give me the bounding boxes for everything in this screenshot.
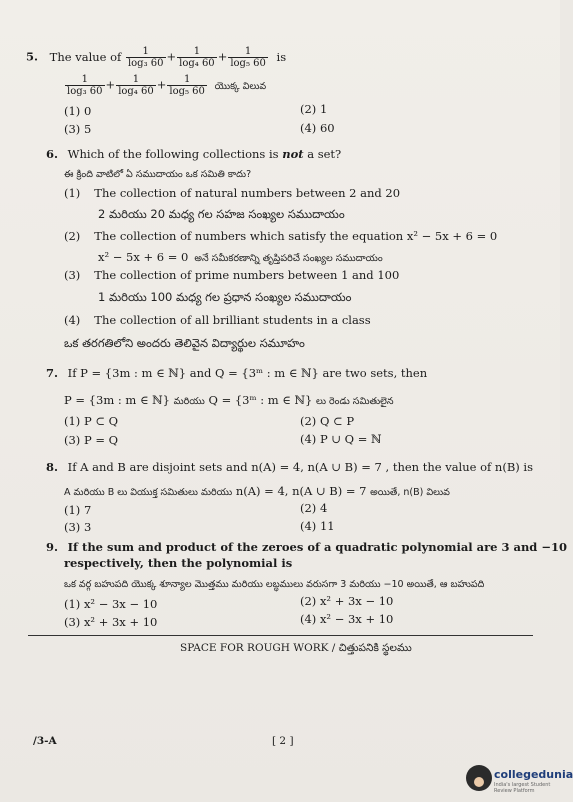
q9-option-3[interactable]: (3) x² + 3x + 10: [64, 615, 158, 629]
q5-option-2[interactable]: (2) 1: [300, 102, 328, 116]
question-9: 9. If the sum and product of the zeroes of a quadratic polynomial are 3 and −10: [46, 540, 567, 554]
question-number: 7.: [46, 366, 59, 380]
fraction-1: $\frac{1}{\text{log₃ 60}}$: [127, 46, 164, 69]
q6-option-2[interactable]: (2) The collection of numbers which satisfy the equation x² − 5x + 6 = 0: [64, 229, 498, 243]
fraction-2: $\frac{1}{\text{log₄ 60}}$: [179, 46, 215, 69]
q8-option-4[interactable]: (4) 11: [300, 519, 335, 533]
question-number: 5.: [26, 49, 39, 64]
q5-option-3[interactable]: (3) 5: [64, 122, 92, 136]
q6-option-1-telugu: 2 మరియు 20 మధ్య గల సహజ సంఖ్యల సముదాయం: [98, 207, 345, 221]
q9-option-1[interactable]: (1) x² − 3x − 10: [64, 597, 158, 611]
question-9-line-2: respectively, then the polynomial is: [64, 556, 293, 570]
question-6-telugu: ఈ క్రింది వాటిలో ఏ సముదాయం ఒక సమితి కాదు?: [64, 169, 252, 180]
q7-option-2[interactable]: (2) Q ⊂ P: [300, 414, 355, 428]
question-6: 6. Which of the following collections is not a set?: [46, 147, 342, 161]
q5-option-1[interactable]: (1) 0: [64, 104, 92, 118]
question-5: 5. The value of $\frac{1}{\text{log₃ 60}}$ + $\frac{1}{\text{log₄ 60}}$ + $\frac{1}{\text{log₅ 60}}$ is: [26, 46, 287, 69]
question-lead: The value of: [49, 49, 122, 64]
page-number: [ 2 ]: [272, 735, 294, 747]
q6-option-4[interactable]: (4) The collection of all brilliant students in a class: [64, 313, 371, 327]
question-8-telugu: A మరియు B లు వియుక్త సమితులు మరియు n(A) = 4, n(A ∪ B) = 7 అయితే, n(B) విలువ: [64, 484, 450, 498]
q6-option-3-telugu: 1 మరియు 100 మధ్య గల ప్రధాన సంఖ్యల సముదాయం: [98, 290, 352, 304]
q5-option-4[interactable]: (4) 60: [300, 121, 335, 135]
q7-option-3[interactable]: (3) P = Q: [64, 433, 119, 447]
q9-option-2[interactable]: (2) x² + 3x − 10: [300, 594, 394, 608]
q8-option-3[interactable]: (3) 3: [64, 520, 92, 534]
rough-work-label: SPACE FOR ROUGH WORK / చిత్తుపనికి స్థలము: [180, 642, 412, 654]
q9-option-4[interactable]: (4) x² − 3x + 10: [300, 612, 394, 626]
question-8: 8. If A and B are disjoint sets and n(A) = 4, n(A ∪ B) = 7 , then the value of n(B) is: [46, 460, 534, 474]
collegedunia-logo: collegedunia India's largest Student Review Platform: [466, 762, 558, 796]
divider: [28, 635, 533, 636]
question-7-telugu: P = {3m : m ∈ ℕ} మరియు Q = {3ᵐ : m ∈ ℕ} లు రెండు సమితులైన: [64, 393, 394, 407]
question-7: 7. If P = {3m : m ∈ ℕ} and Q = {3ᵐ : m ∈ ℕ} are two sets, then: [46, 366, 428, 380]
paper-code: /3-A: [33, 735, 57, 747]
q6-option-2-telugu: x² − 5x + 6 = 0 అనే సమీకరణాన్ని తృప్తిపరిచే సంఖ్యల సముదాయం: [98, 250, 383, 264]
question-5-telugu: $\frac{1}{\text{log₃ 60}}$ + $\frac{1}{\text{log₄ 60}}$ + $\frac{1}{\text{log₅ 60}}$ యొక్క విలువ: [67, 74, 267, 97]
mascot-icon: [466, 765, 492, 791]
q8-option-2[interactable]: (2) 4: [300, 501, 328, 515]
question-number: 6.: [46, 147, 59, 161]
q6-option-4-telugu: ఒక తరగతిలోని అందరు తెలివైన విద్యార్థుల సమూహం: [64, 336, 305, 350]
fraction-3: $\frac{1}{\text{log₅ 60}}$: [230, 46, 266, 69]
question-number: 9.: [46, 540, 59, 554]
q6-option-1[interactable]: (1) The collection of natural numbers between 2 and 20: [64, 186, 401, 200]
q8-option-1[interactable]: (1) 7: [64, 503, 92, 517]
q7-option-1[interactable]: (1) P ⊂ Q: [64, 414, 119, 428]
q7-option-4[interactable]: (4) P ∪ Q = ℕ: [300, 432, 382, 446]
question-9-telugu: ఒక వర్గ బహుపది యొక్క శూన్యాల మొత్తము మరియు లబ్ధములు వరుసగా 3 మరియు −10 అయితే, ఆ బహుపది: [64, 579, 485, 590]
question-number: 8.: [46, 460, 59, 474]
q6-option-3[interactable]: (3) The collection of prime numbers between 1 and 100: [64, 268, 400, 282]
